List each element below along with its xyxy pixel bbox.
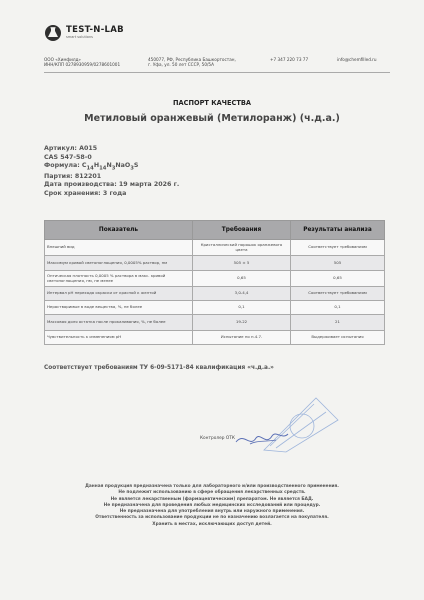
cas-number: CAS 547-58-0 <box>44 153 92 161</box>
address-line-2: г. Уфа, ул. 50 лет СССР, 50/5А <box>148 62 214 68</box>
header-requirement: Требования <box>193 221 291 240</box>
disclaimer-line: Ответственность за использование продукции не по назначению возлагается на покупателя. <box>95 515 329 521</box>
cell-requirement: 0,65 <box>193 271 291 287</box>
company-inn: ИНН/КПП 0278930959/0278601001 <box>44 62 121 68</box>
cell-requirement: 3,0-4,4 <box>193 287 291 301</box>
cell-parameter: Максимум кривой светопоглощения, 0,0005% раствор, нм <box>45 256 193 271</box>
table-row <box>45 331 385 345</box>
cell-requirement: 0,1 <box>193 301 291 315</box>
cell-parameter: Нерастворимые в воде вещества, %, не более <box>45 301 193 315</box>
address-line-1: 450077, РФ, Республика Башкортостан, <box>148 57 236 62</box>
cell-requirement: Испытание по п.4.7. <box>193 331 291 345</box>
cell-result: Соответствует требованиям <box>291 287 385 301</box>
cell-parameter: Чувствительность к изменениям pH <box>45 331 193 345</box>
cell-result: 505 <box>291 256 385 271</box>
cell-parameter: Интервал pH перехода окраски от красной к желтой <box>45 287 193 301</box>
cell-result: 21 <box>291 315 385 331</box>
header-parameter: Показатель <box>45 221 193 240</box>
company-details <box>44 57 120 68</box>
conformity-statement: Соответствует требованиям ТУ 6-09-5171-84 квалификация «ч.д.а.» <box>44 365 274 371</box>
cell-result: Соответствует требованиям <box>291 240 385 256</box>
table-row <box>45 271 385 287</box>
header-divider <box>44 72 390 73</box>
disclaimer-line: Не подлежит использованию в сфере обращения лекарственных средств. <box>118 490 306 496</box>
company-email: info@chemfilled.ru <box>337 57 377 62</box>
production-date: Дата производства: 19 марта 2026 г. <box>44 181 180 189</box>
disclaimer-line: Данная продукция предназначена только для лабораторного и/или производственного применения. <box>85 484 339 489</box>
inspector-signature <box>232 426 292 456</box>
product-info <box>44 145 179 198</box>
cell-parameter: Массовая доля остатка после прокаливания, %, не более <box>45 315 193 331</box>
table-row <box>45 287 385 301</box>
cell-requirement: 505 ± 5 <box>193 256 291 271</box>
cell-result: Выдерживает испытания <box>291 331 385 345</box>
cell-result: 0,65 <box>291 271 385 287</box>
flask-logo-icon <box>44 24 62 42</box>
company-logo <box>44 24 124 42</box>
cell-requirement: 19-22 <box>193 315 291 331</box>
cell-requirement: Кристаллический порошок оранжевого цвета <box>193 240 291 256</box>
document-title: ПАСПОРТ КАЧЕСТВА <box>172 99 251 107</box>
chemical-formula: Формула: $C_{14}H_{14}N_3NaO_3S$ <box>44 162 139 172</box>
cell-parameter: Внешний вид <box>45 240 193 256</box>
disclaimer-line: Хранить в местах, исключающих доступ детей. <box>152 521 272 527</box>
disclaimer-block <box>0 484 424 528</box>
company-address <box>148 57 236 68</box>
table-row <box>45 256 385 271</box>
table-header-row <box>45 221 385 240</box>
brand-tagline: smart solutions <box>66 35 93 39</box>
table-row <box>45 315 385 331</box>
header-result: Результаты анализа <box>291 221 385 240</box>
brand-name: TEST-N-LAB <box>66 25 124 35</box>
cell-parameter: Оптическая плотность 0,0005 % раствора в макс. кривой светопоглощения, нм, не менее <box>45 271 193 287</box>
cell-result: 0,1 <box>291 301 385 315</box>
disclaimer-line: Не предназначена для употребления внутрь или наружного применения. <box>119 509 305 515</box>
table-row <box>45 240 385 256</box>
company-phone: +7 347 220 73 77 <box>270 57 309 62</box>
table-row <box>45 301 385 315</box>
specification-table <box>44 220 385 345</box>
product-name: Метиловый оранжевый (Метилоранж) (ч.д.а.) <box>84 113 340 124</box>
article-number: Артикул: A015 <box>44 145 98 152</box>
disclaimer-line: Не является лекарственным (фармацевтическим) препаратом. Не является БАД. <box>110 496 314 502</box>
company-name: ООО «Химфилд» <box>44 57 81 62</box>
batch-number: Партия: 812201 <box>44 172 102 180</box>
disclaimer-line: Не предназначена для проведения любых медицинских исследований или процедур. <box>103 502 321 508</box>
shelf-life: Срок хранения: 3 года <box>44 189 127 197</box>
otk-inspector-label: Контролер ОТК <box>200 436 235 441</box>
